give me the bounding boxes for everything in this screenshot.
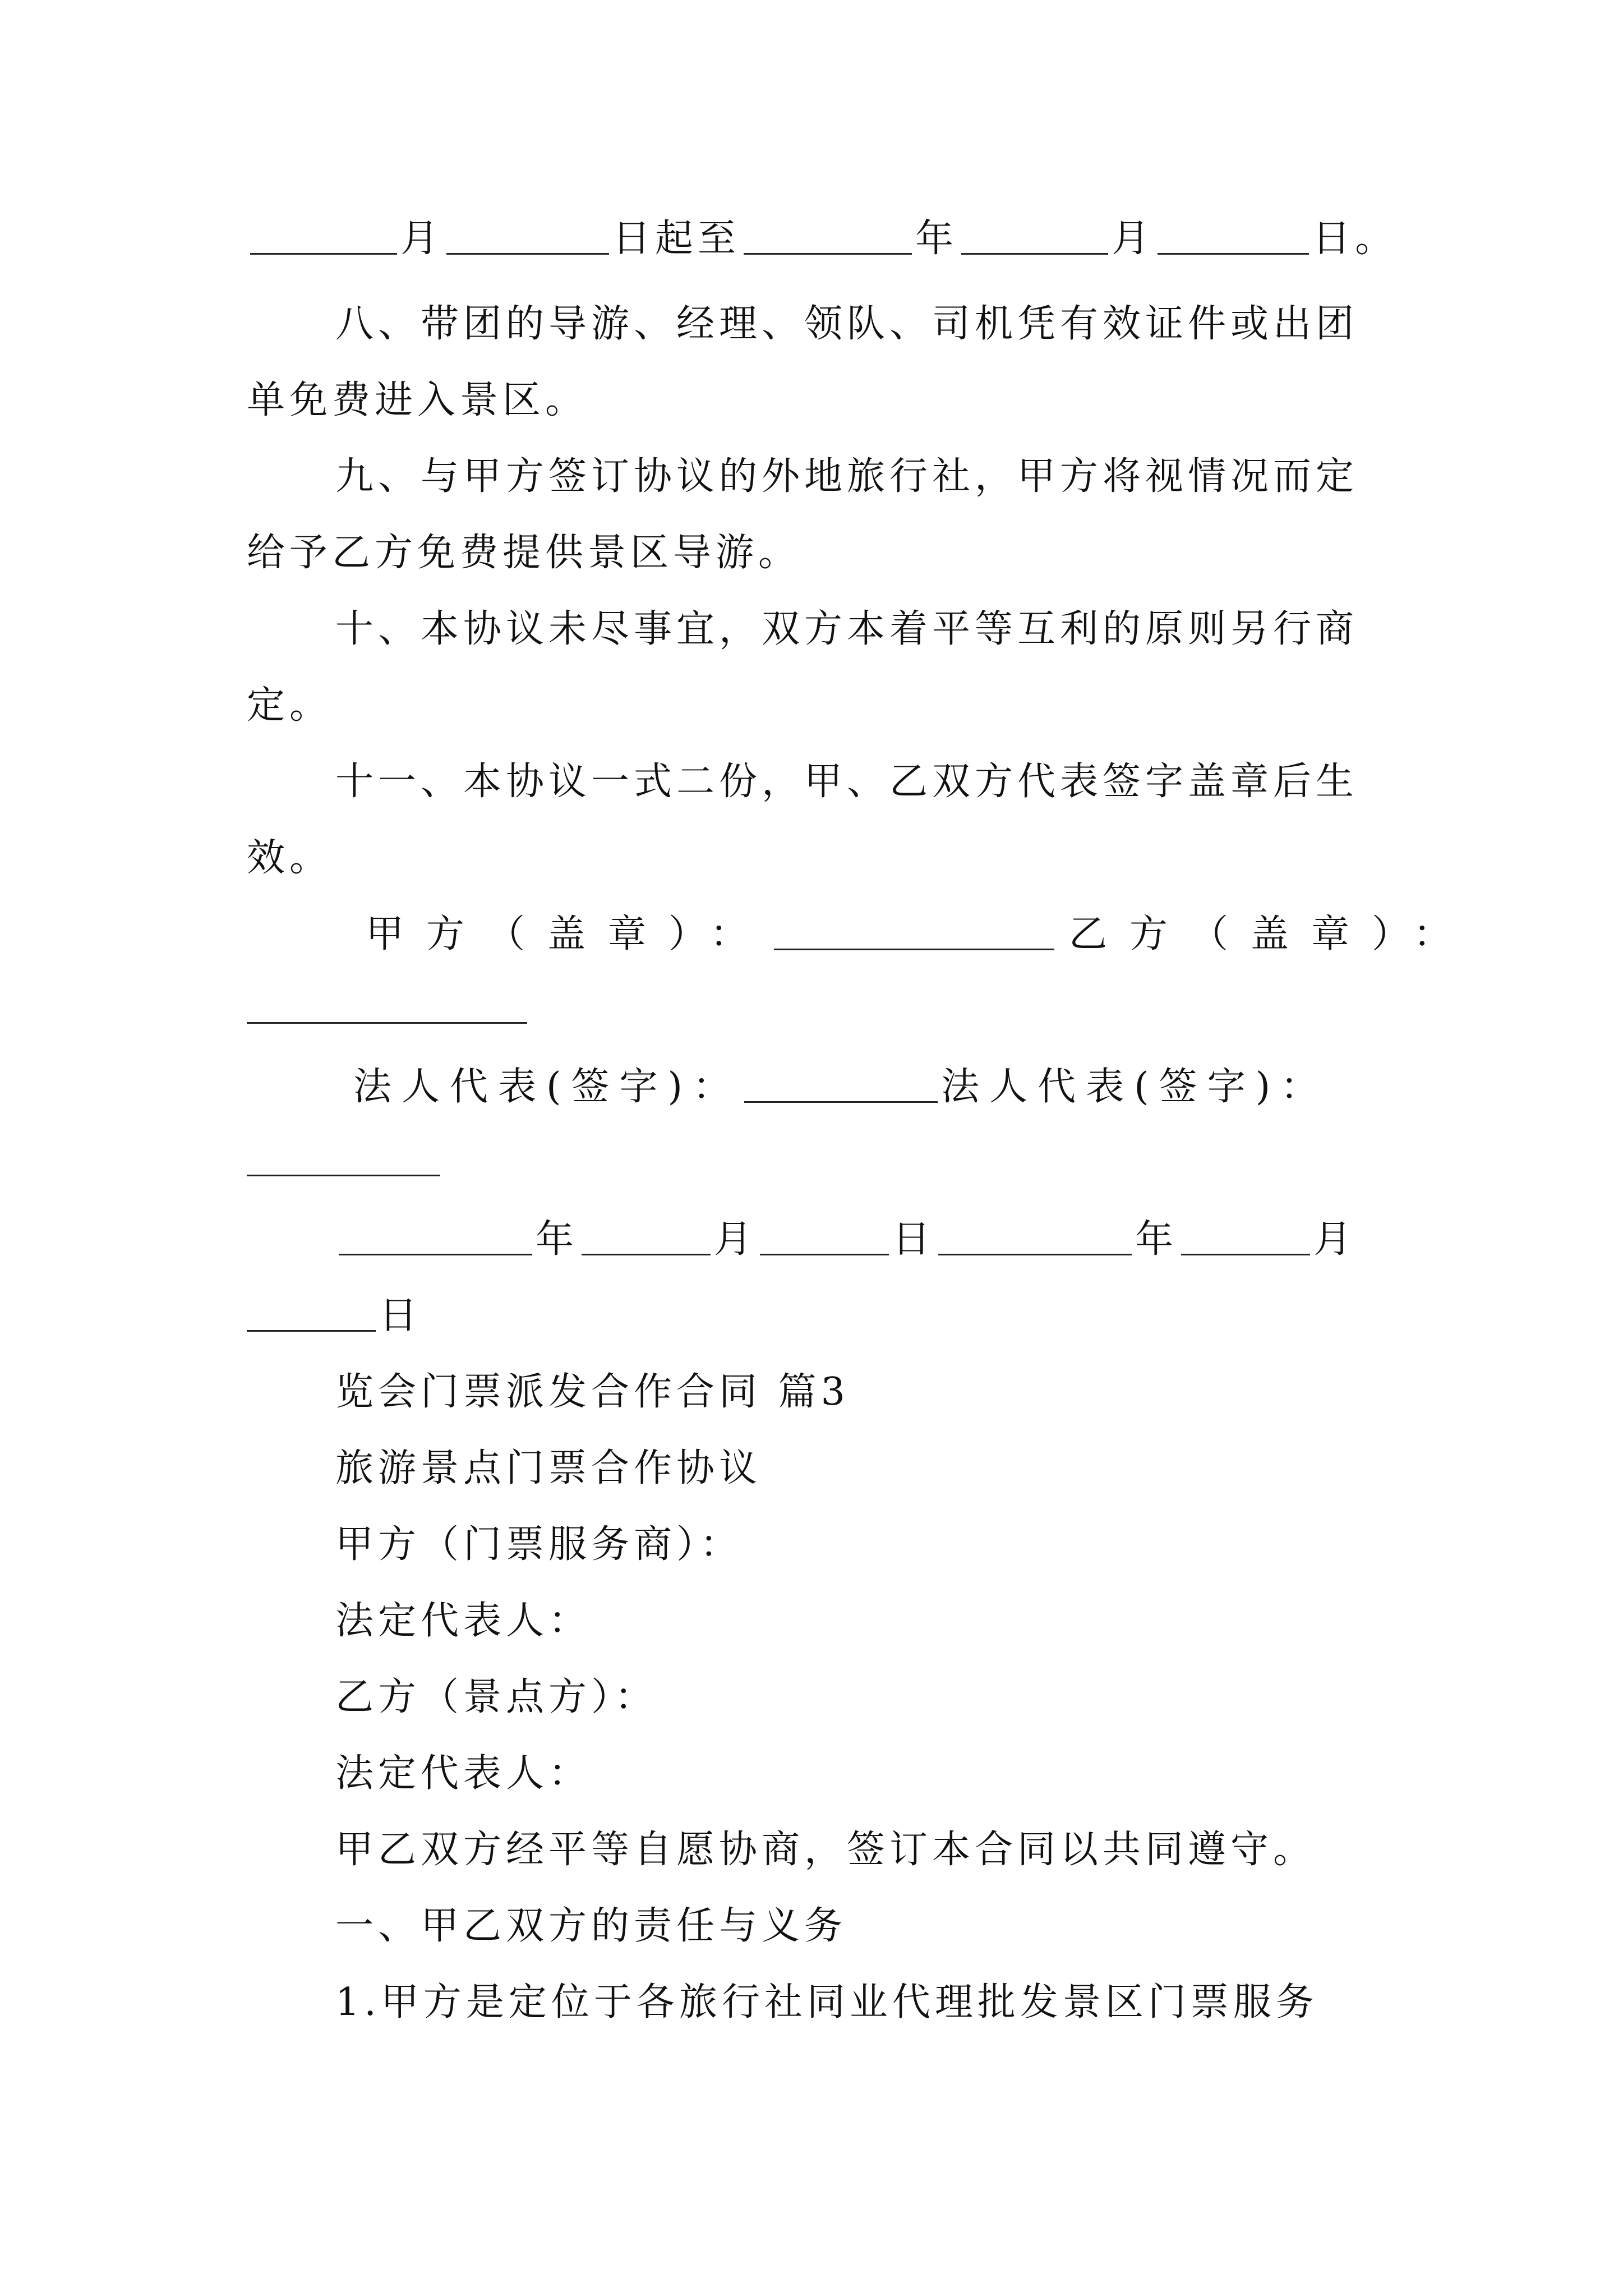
clause-10-line-1: 十、本协议未尽事宜，双方本着平等互利的原则另行商 (335, 607, 1359, 651)
blank-field (1181, 1220, 1310, 1255)
party-a-seal-label: 甲方（盖章）： (366, 912, 771, 956)
clause-8-line-2: 单免费进入景区。 (247, 378, 588, 422)
clause-9-line-1: 九、与甲方签订协议的外地旅行社，甲方将视情况而定 (335, 454, 1359, 499)
blank-field (744, 219, 912, 255)
clause-9-line-2: 给予乙方免费提供景区导游。 (247, 531, 801, 575)
date-range-line (247, 212, 1398, 266)
preamble: 甲乙双方经平等自愿协商，签订本合同以共同遵守。 (335, 1828, 1316, 1872)
clause-10-line-2: 定。 (247, 683, 333, 728)
blank-field (247, 1296, 376, 1332)
blank-field (760, 1220, 889, 1255)
year-label: 年 (1135, 1217, 1178, 1262)
blank-field (582, 1220, 711, 1255)
year-label: 年 (915, 217, 958, 261)
seal-line (366, 908, 1474, 961)
legal-rep-a-line: 法定代表人： (335, 1599, 592, 1643)
section-title: 览会门票派发合作合同 篇3 (335, 1370, 850, 1414)
signing-date-line-2 (247, 1289, 422, 1343)
signature-blank (247, 1175, 440, 1176)
item-1-line: 1.甲方是定位于各旅行社同业代理批发景区门票服务 (335, 1980, 1318, 2024)
legal-rep-sign-line (353, 1060, 1329, 1114)
blank-field (744, 1068, 938, 1103)
blank-field (446, 219, 609, 255)
day-label: 日 (892, 1217, 935, 1262)
party-b-rep-label: 法人代表(签字)： (941, 1065, 1329, 1109)
blank-field (1158, 219, 1309, 255)
year-label: 年 (536, 1217, 579, 1262)
blank-field (339, 1220, 532, 1255)
heading-1: 一、甲乙双方的责任与义务 (335, 1904, 847, 1948)
month-label: 月 (714, 1217, 757, 1262)
clause-11-line-2: 效。 (247, 836, 333, 880)
day-from-label: 日起至 (612, 217, 741, 261)
blank-field (961, 219, 1108, 255)
blank-field (938, 1220, 1132, 1255)
party-b-seal-label: 乙方（盖章）： (1069, 912, 1474, 956)
party-a-rep-label: 法人代表(签字)： (353, 1065, 741, 1109)
party-b-line: 乙方（景点方）： (335, 1675, 658, 1719)
legal-rep-b-line: 法定代表人： (335, 1751, 592, 1796)
blank-field (774, 915, 1054, 950)
blank-field (250, 219, 397, 255)
clause-8-line-1: 八、带团的导游、经理、领队、司机凭有效证件或出团 (335, 302, 1359, 346)
agreement-title: 旅游景点门票合作协议 (335, 1446, 762, 1490)
month-label: 月 (400, 217, 444, 261)
day-end-label: 日。 (1312, 217, 1398, 261)
month-label: 月 (1112, 217, 1155, 261)
signing-date-line (335, 1213, 1356, 1267)
party-a-line: 甲方（门票服务商）： (335, 1522, 743, 1567)
signature-blank (247, 1022, 527, 1024)
month-label: 月 (1313, 1217, 1357, 1262)
clause-11-line-1: 十一、本协议一式二份，甲、乙双方代表签字盖章后生 (335, 760, 1359, 804)
day-label: 日 (379, 1294, 422, 1338)
